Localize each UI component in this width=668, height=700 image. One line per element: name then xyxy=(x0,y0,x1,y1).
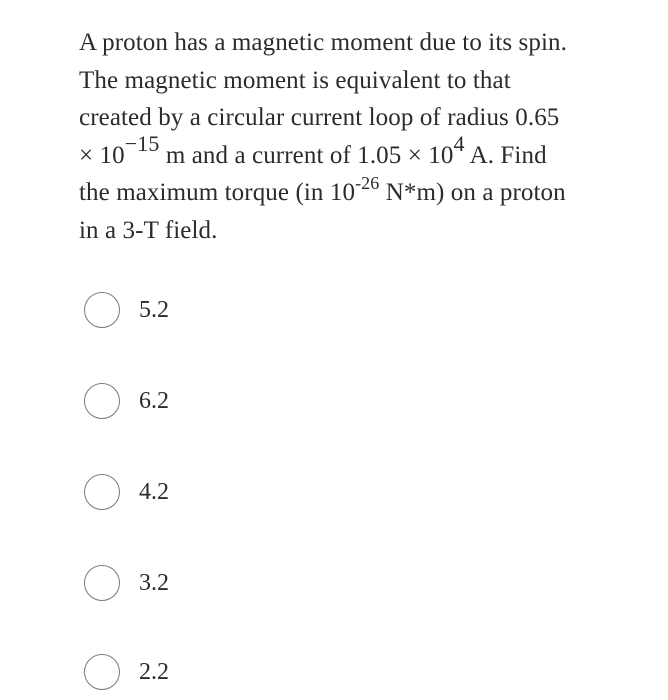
answer-option-3[interactable] xyxy=(84,472,169,512)
answer-option-label: 6.2 xyxy=(139,387,169,414)
question-line-1: A proton has a magnetic moment due to its spin. xyxy=(79,29,567,56)
question-line-5 xyxy=(79,174,639,212)
answer-option-label: 4.2 xyxy=(139,478,169,505)
question-line-4-part-c: A. Find xyxy=(464,141,547,169)
radio-button[interactable] xyxy=(84,474,120,510)
answer-option-5[interactable] xyxy=(84,652,169,692)
radio-button[interactable] xyxy=(84,565,120,601)
question-text xyxy=(79,24,639,249)
question-line-5-part-b: N*m) on a proton xyxy=(379,179,566,206)
answer-option-label: 3.2 xyxy=(139,569,169,596)
question-line-4-part-a: × 10 xyxy=(79,141,125,169)
radius-exponent: −15 xyxy=(124,131,160,157)
answer-option-1[interactable] xyxy=(84,290,169,330)
radio-button[interactable] xyxy=(84,292,120,328)
answer-option-label: 2.2 xyxy=(139,658,169,685)
question-line-6: in a 3-T field. xyxy=(79,216,218,244)
question-line-4-part-b: m and a current of 1.05 × 10 xyxy=(159,141,454,169)
radio-button[interactable] xyxy=(84,654,120,690)
question-line-2: The magnetic moment is equivalent to that xyxy=(79,66,511,94)
radio-button[interactable] xyxy=(84,383,120,419)
answer-option-2[interactable] xyxy=(84,381,169,421)
current-exponent: 4 xyxy=(453,131,465,157)
torque-unit-exponent: -26 xyxy=(355,172,380,193)
question-line-5-part-a: the maximum torque (in 10 xyxy=(79,179,356,206)
question-line-4 xyxy=(79,131,639,175)
answer-option-label: 5.2 xyxy=(139,296,169,323)
question-line-3: created by a circular current loop of radius 0.65 xyxy=(79,104,560,131)
answer-option-4[interactable] xyxy=(84,563,169,603)
